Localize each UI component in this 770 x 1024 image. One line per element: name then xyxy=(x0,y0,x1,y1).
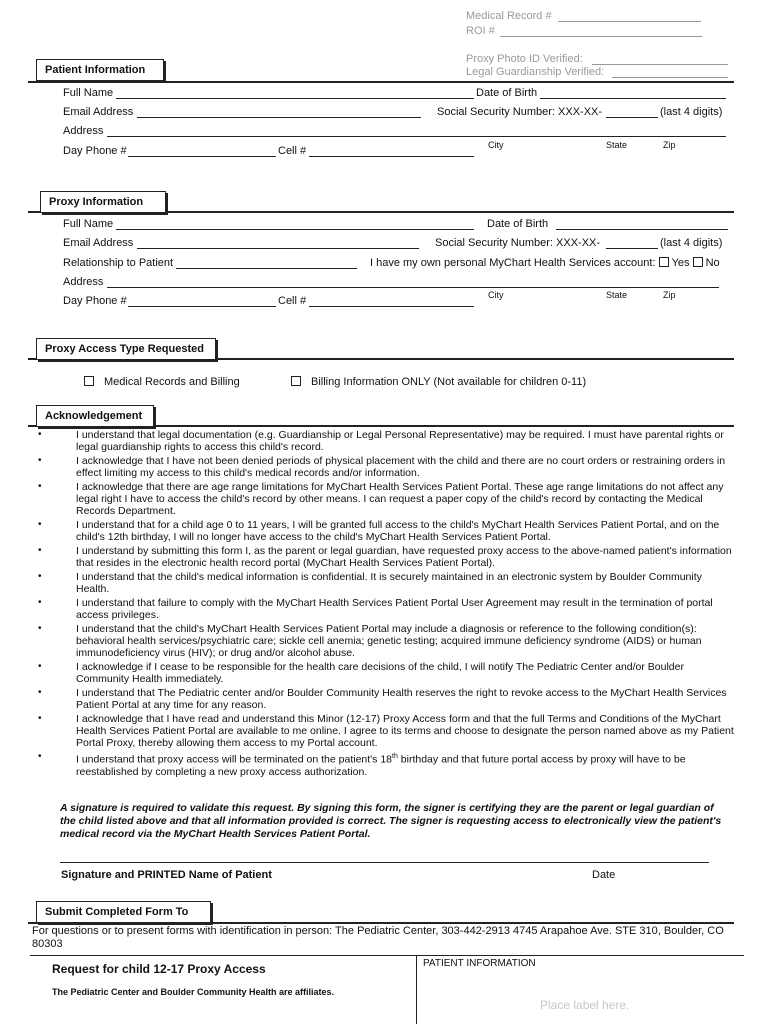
access-option-2-checkbox[interactable] xyxy=(291,376,301,386)
roi-line[interactable] xyxy=(500,36,702,37)
proxy-account-yes-checkbox[interactable] xyxy=(659,257,669,267)
proxy-full-name-field[interactable] xyxy=(116,229,474,230)
patient-full-name-label: Full Name xyxy=(63,87,114,99)
footer-top-rule xyxy=(30,955,744,956)
signature-field[interactable] xyxy=(60,862,709,863)
patient-email-label: Email Address xyxy=(63,106,134,118)
patient-last4-label: (last 4 digits) xyxy=(660,106,723,118)
access-option-2-label: Billing Information ONLY (Not available for children 0-11) xyxy=(311,376,587,388)
proxy-ssn-field[interactable] xyxy=(606,248,658,249)
patient-information-label: PATIENT INFORMATION xyxy=(423,958,536,969)
proxy-section-heading: Proxy Information xyxy=(40,191,166,213)
patient-address-label: Address xyxy=(63,125,104,137)
ack-item: • I understand that the child's MyChart Health Services Patient Portal may include a diagnosis or reference to the following condition(s): behavioral health services/psychiatric care; sickle cell anemia; genetic testing; acquired immune deficiency syndrome (AIDS) or human immunodeficiency virus (HIV); or drug and/or alcohol abuse. xyxy=(38,623,738,659)
ack-last-text-2: birthday and that future portal access by proxy will have to be reestablished by completing a new proxy access authorization. xyxy=(76,753,686,778)
medical-record-line[interactable] xyxy=(558,21,701,22)
proxy-full-name-label: Full Name xyxy=(63,218,114,230)
proxy-cell-field[interactable] xyxy=(309,306,474,307)
proxy-relationship-label: Relationship to Patient xyxy=(63,257,174,269)
proxy-day-phone-field[interactable] xyxy=(128,306,276,307)
ack-item: • I acknowledge if I cease to be responsible for the health care decisions of the child, I will notify The Pediatric Center and/or Boulder Community Health immediately. xyxy=(38,661,738,685)
access-option-1[interactable] xyxy=(84,376,240,388)
ack-section-heading: Acknowledgement xyxy=(36,405,154,427)
medical-record-label: Medical Record # xyxy=(466,10,552,22)
patient-email-field[interactable] xyxy=(137,117,421,118)
patient-dob-label: Date of Birth xyxy=(476,87,538,99)
legal-guardianship-line[interactable] xyxy=(612,77,728,78)
roi-label: ROI # xyxy=(466,25,495,37)
ack-list xyxy=(38,429,738,780)
proxy-cell-label: Cell # xyxy=(278,295,307,307)
patient-cell-label: Cell # xyxy=(278,145,307,157)
proxy-account-no-label: No xyxy=(705,257,720,269)
proxy-dob-field[interactable] xyxy=(556,229,728,230)
footer-divider xyxy=(416,956,417,1024)
proxy-photo-label: Proxy Photo ID Verified: xyxy=(466,53,583,65)
patient-cell-field[interactable] xyxy=(309,156,474,157)
ack-item: • I understand that failure to comply with the MyChart Health Services Patient Portal User Agreement may result in the termination of portal access privileges. xyxy=(38,597,738,621)
proxy-last4-label: (last 4 digits) xyxy=(660,237,723,249)
patient-day-phone-label: Day Phone # xyxy=(63,145,127,157)
proxy-dob-label: Date of Birth xyxy=(487,218,549,230)
patient-day-phone-field[interactable] xyxy=(128,156,276,157)
access-section-heading: Proxy Access Type Requested xyxy=(36,338,216,360)
patient-state-label: State xyxy=(606,140,628,150)
patient-city-label: City xyxy=(488,140,504,150)
ack-item: • I understand that legal documentation (e.g. Guardianship or Legal Personal Representative) may be required. I must have parental rights or legal guardianship rights to access this child's record. xyxy=(38,429,738,453)
signature-date-label: Date xyxy=(592,869,616,881)
ack-last-sup: th xyxy=(392,753,398,760)
ack-item: • I understand that the child's medical information is confidential. It is securely maintained in an electronic system by Boulder Community Health. xyxy=(38,571,738,595)
ack-item: • I understand that for a child age 0 to 11 years, I will be granted full access to the child's MyChart Health Services Patient Portal, and on the child's 12th birthday, I will no longer have access to the child's MyChart Health Services Patient Portal. xyxy=(38,519,738,543)
ack-last-text-1: I understand that proxy access will be terminated on the patient's 18 xyxy=(76,753,393,766)
proxy-account-question-text: I have my own personal MyChart Health Services account: xyxy=(370,257,656,269)
ack-item: • I understand by submitting this form I, as the parent or legal guardian, have requested proxy access to the above-named patient's information that resides in the electronic health record portal (MyChart Health Services Patient Portal). xyxy=(38,545,738,569)
patient-ssn-label: Social Security Number: XXX-XX- xyxy=(437,106,603,118)
proxy-day-phone-label: Day Phone # xyxy=(63,295,127,307)
legal-guardianship-label: Legal Guardianship Verified: xyxy=(466,66,605,78)
patient-full-name-field[interactable] xyxy=(116,98,474,99)
ack-item: • I understand that The Pediatric center and/or Boulder Community Health reserves the right to revoke access to the MyChart Health Services Patient Portal at any time for any reason. xyxy=(38,687,738,711)
proxy-account-question xyxy=(370,257,720,269)
proxy-ssn-label: Social Security Number: XXX-XX- xyxy=(435,237,601,249)
submit-instructions: For questions or to present forms with identification in person: The Pediatric Center, 303-442-2913 4745 Arapahoe Ave. STE 310, Boulder, CO 80303 xyxy=(32,925,724,950)
place-label-placeholder[interactable]: Place label here. xyxy=(540,998,630,1012)
patient-dob-field[interactable] xyxy=(540,98,726,99)
proxy-account-yes-label: Yes xyxy=(671,257,690,269)
proxy-state-label: State xyxy=(606,290,628,300)
signature-label: Signature and PRINTED Name of Patient xyxy=(61,869,272,881)
proxy-address-field[interactable] xyxy=(107,287,719,288)
patient-section-rule xyxy=(28,81,734,83)
footer-title: Request for child 12-17 Proxy Access xyxy=(52,962,266,976)
submit-section-heading: Submit Completed Form To xyxy=(36,901,211,923)
patient-zip-label: Zip xyxy=(663,140,676,150)
proxy-zip-label: Zip xyxy=(663,290,676,300)
footer-affiliates: The Pediatric Center and Boulder Community Health are affiliates. xyxy=(52,987,335,997)
proxy-city-label: City xyxy=(488,290,504,300)
proxy-relationship-field[interactable] xyxy=(176,268,357,269)
patient-ssn-field[interactable] xyxy=(606,117,658,118)
proxy-email-label: Email Address xyxy=(63,237,134,249)
signature-statement: A signature is required to validate this request. By signing this form, the signer is certifying they are the parent or legal guardian of the child listed above and that all information provided is correct. The signer is requesting access to electronically view the patient's medical record via the MyChart Health Services Patient Portal. xyxy=(60,802,722,840)
proxy-account-no-checkbox[interactable] xyxy=(693,257,703,267)
ack-item: • I acknowledge that I have not been denied periods of physical placement with the child and there are no court orders or restraining orders in effect limiting my access to this child's medical records and/or information. xyxy=(38,455,738,479)
access-option-2[interactable] xyxy=(291,376,586,388)
ack-item-last xyxy=(38,751,738,778)
proxy-photo-line[interactable] xyxy=(592,64,728,65)
access-option-1-label: Medical Records and Billing xyxy=(104,376,240,388)
patient-section-heading: Patient Information xyxy=(36,59,164,81)
proxy-email-field[interactable] xyxy=(137,248,419,249)
proxy-address-label: Address xyxy=(63,276,104,288)
ack-item: • I acknowledge that there are age range limitations for MyChart Health Services Patient Portal. These age range limitations do not affect any legal right I have to access the child's record by other means. I can request a paper copy of the child's record by contacting the Medical Records Department. xyxy=(38,481,738,517)
patient-address-field[interactable] xyxy=(107,136,726,137)
access-option-1-checkbox[interactable] xyxy=(84,376,94,386)
ack-item: • I acknowledge that I have read and understand this Minor (12-17) Proxy Access form and that the full Terms and Conditions of the MyChart Health Services Patient Portal are available to me online. I agree to its terms and choose to designate the person named above as my Patient Portal Proxy, thereby allowing them access to my Portal account. xyxy=(38,713,738,749)
